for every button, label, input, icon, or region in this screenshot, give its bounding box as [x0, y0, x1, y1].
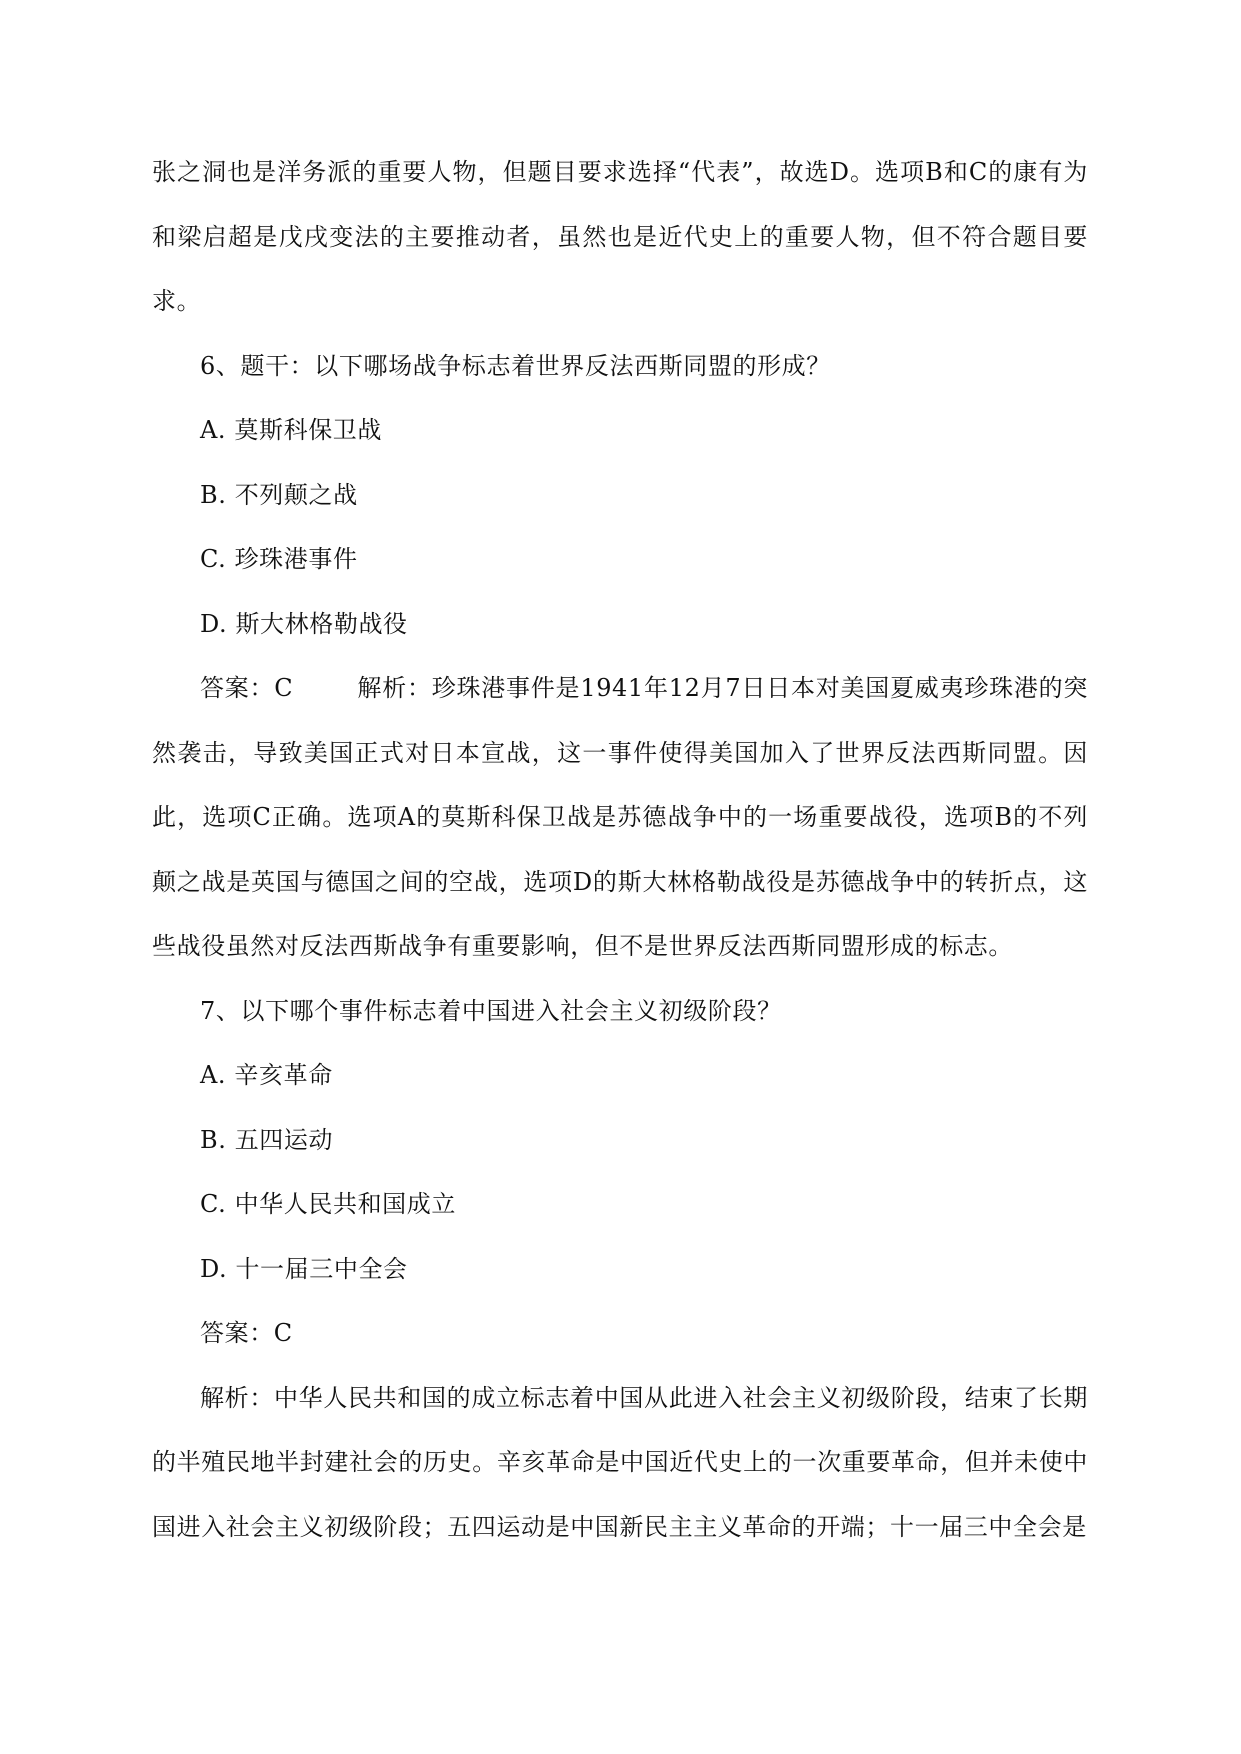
question-6-option-b: B. 不列颠之战	[200, 480, 358, 509]
question-6-option-d: D. 斯大林格勒战役	[200, 609, 408, 638]
question-6-option-c: C. 珍珠港事件	[200, 545, 358, 573]
question-7-stem: 7、以下哪个事件标志着中国进入社会主义初级阶段？	[200, 996, 782, 1025]
document-page	[152, 140, 1088, 1559]
question-6-answer: 答案：C	[200, 674, 294, 702]
question-7-answer: 答案：C	[200, 1319, 293, 1347]
question-7-option-d: D. 十一届三中全会	[200, 1254, 408, 1283]
question-6-explanation: 解析：珍珠港事件是1941年12月7日日本对美国夏威夷珍珠港的突然袭击，导致美国正式对日本宣战，这一事件使得美国加入了世界反法西斯同盟。因此，选项C正确。选项A的莫斯科保卫战是苏德战争中的一场重要战役，选项B的不列颠之战是英国与德国之间的空战，选项D的斯大林格勒战役是苏德战争中的转折点，这些战役虽然对反法西斯战争有重要影响，但不是世界反法西斯同盟形成的标志。	[152, 674, 1088, 960]
carryover-paragraph: 张之洞也是洋务派的重要人物，但题目要求选择“代表”，故选D。选项B和C的康有为和梁启超是戊戌变法的主要推动者，虽然也是近代史上的重要人物，但不符合题目要求。	[152, 158, 1088, 315]
question-7-explanation: 解析：中华人民共和国的成立标志着中国从此进入社会主义初级阶段，结束了长期的半殖民地半封建社会的历史。辛亥革命是中国近代史上的一次重要革命，但并未使中国进入社会主义初级阶段；五四运动是中国新民主主义革命的开端；十一届三中全会是	[152, 1383, 1088, 1541]
question-6-answer-block	[152, 656, 1088, 979]
question-7-option-b: B. 五四运动	[200, 1125, 334, 1154]
question-7-option-c: C. 中华人民共和国成立	[200, 1190, 456, 1218]
question-6-stem: 6、题干：以下哪场战争标志着世界反法西斯同盟的形成？	[200, 351, 831, 380]
question-6-option-a: A. 莫斯科保卫战	[200, 416, 382, 444]
question-7-option-a: A. 辛亥革命	[200, 1061, 333, 1089]
